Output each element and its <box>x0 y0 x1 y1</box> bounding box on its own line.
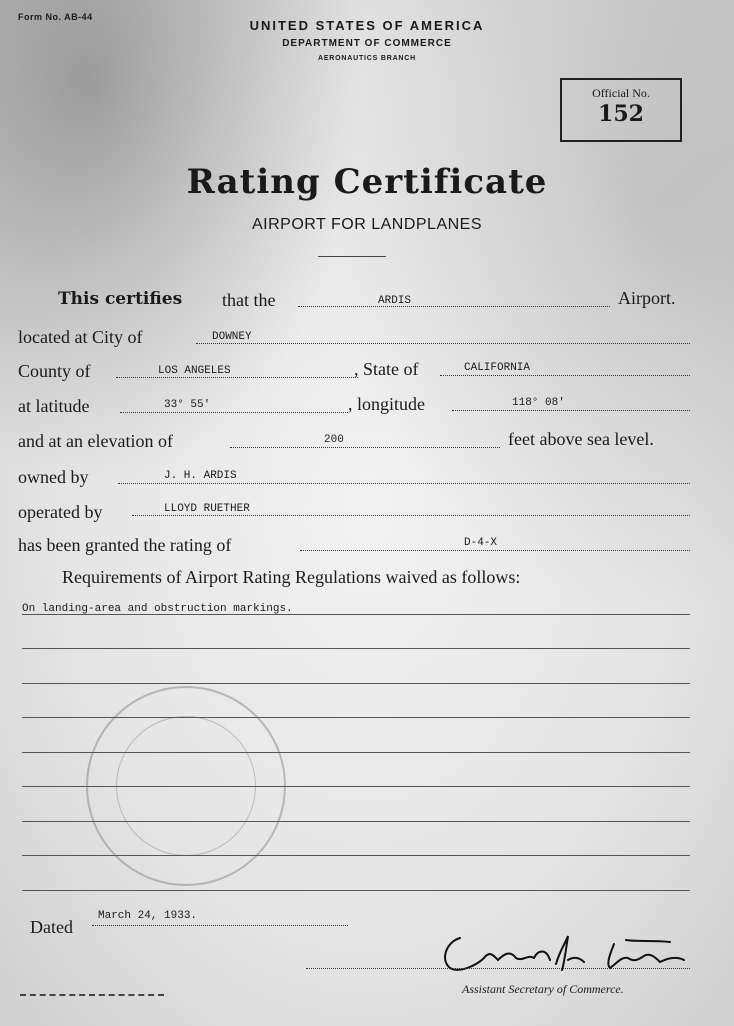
longitude-value: 118° 08' <box>512 397 565 409</box>
waiver-text: On landing-area and obstruction markings. <box>22 603 293 615</box>
rating-label: has been granted the rating of <box>18 535 232 555</box>
title-divider <box>318 256 386 257</box>
dated-label: Dated <box>30 917 73 937</box>
latitude-label: at latitude <box>18 396 90 416</box>
rating-line <box>300 550 690 551</box>
branch-heading: AERONAUTICS BRANCH <box>317 55 416 62</box>
state-line <box>440 375 690 376</box>
located-label: located at City of <box>18 327 143 347</box>
department-heading: DEPARTMENT OF COMMERCE <box>282 38 452 49</box>
owner-line <box>118 483 690 484</box>
certifies-mid: that the <box>222 290 276 310</box>
operated-label: operated by <box>18 502 103 522</box>
city-line <box>196 343 690 344</box>
signer-title: Assistant Secretary of Commerce. <box>462 982 624 996</box>
owned-label: owned by <box>18 467 89 487</box>
embossed-seal-inner <box>116 716 256 856</box>
elevation-value: 200 <box>324 434 344 446</box>
certifies-prefix: This certifies <box>58 289 183 309</box>
latitude-line <box>120 412 348 413</box>
signature-mark <box>438 920 698 982</box>
operator-value: LLOYD RUETHER <box>164 503 250 515</box>
longitude-label: , longitude <box>348 394 425 414</box>
official-number-label: Official No. <box>592 86 650 100</box>
elevation-label: and at an elevation of <box>18 431 173 451</box>
waiver-line <box>22 683 690 684</box>
elevation-suffix: feet above sea level. <box>508 429 654 449</box>
county-line <box>116 377 358 378</box>
dated-line <box>92 925 348 926</box>
form-number: Form No. AB-44 <box>18 12 93 22</box>
official-number-box <box>560 78 682 142</box>
latitude-value: 33° 55' <box>164 399 211 411</box>
rating-value: D-4-X <box>464 537 498 549</box>
official-number-value: 152 <box>598 101 644 127</box>
waiver-line <box>22 614 690 615</box>
elevation-line <box>230 447 500 448</box>
operator-line <box>132 515 690 516</box>
waiver-line <box>22 890 690 891</box>
county-value: LOS ANGELES <box>158 365 231 377</box>
signature-line <box>306 968 690 969</box>
city-value: DOWNEY <box>212 331 252 343</box>
dated-value: March 24, 1933. <box>98 910 198 922</box>
state-value: CALIFORNIA <box>464 362 531 374</box>
owner-value: J. H. ARDIS <box>164 470 237 482</box>
state-label: , State of <box>354 359 419 379</box>
waivers-heading: Requirements of Airport Rating Regulations waived as follows: <box>62 567 521 587</box>
airport-name-line <box>298 306 610 307</box>
bottom-margin-mark <box>20 994 164 996</box>
county-label: County of <box>18 361 91 381</box>
country-heading: UNITED STATES OF AMERICA <box>249 18 485 33</box>
airport-suffix: Airport. <box>618 288 676 308</box>
airport-name-value: ARDIS <box>378 295 412 307</box>
longitude-line <box>452 410 690 411</box>
waiver-line <box>22 648 690 649</box>
certificate-subtitle: AIRPORT FOR LANDPLANES <box>251 216 483 233</box>
certificate-title: Rating Certificate <box>186 162 548 202</box>
